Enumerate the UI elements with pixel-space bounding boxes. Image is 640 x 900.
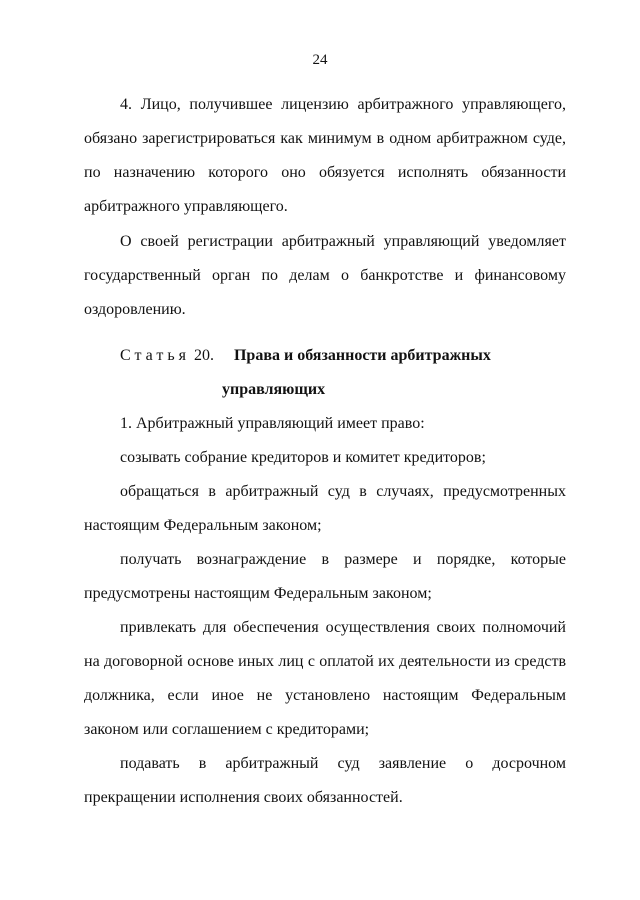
right-convene-creditors: созывать собрание кредиторов и комитет кредиторов; [120,449,486,466]
article-title-line-2: управляющих [222,381,326,398]
document-body [84,88,566,815]
right-engage-persons: привлекать для обеспечения осуществления своих полномочий на договорной основе иных лиц с оплатой их деятельности из средств должника, если иное не установлено настоящим Федеральным законом или соглашением с кредиторами; [84,619,566,738]
article-number: 20. [193,347,214,364]
page-number: 24 [312,52,328,68]
right-appeal-to-court: обращаться в арбитражный суд в случаях, предусмотренных настоящим Федеральным законом; [84,483,566,534]
article-label: Статья [120,347,190,364]
right-remuneration: получать вознаграждение в размере и порядке, которые предусмотрены настоящим Федеральным законом; [84,551,566,602]
list-intro: 1. Арбитражный управляющий имеет право: [120,415,425,432]
right-early-termination: подавать в арбитражный суд заявление о досрочном прекращении исполнения своих обязанностей. [84,755,566,806]
paragraph-license-registration: 4. Лицо, получившее лицензию арбитражного управляющего, обязано зарегистрироваться как минимум в одном арбитражном суде, по назначению которого оно обязуется исполнять обязанности арбитражного управляющего. [84,96,566,215]
article-title-line-1: Права и обязанности арбитражных [233,347,491,364]
article-heading [84,339,566,407]
paragraph-registration-notice: О своей регистрации арбитражный управляющий уведомляет государственный орган по делам о банкротстве и финансовому оздоровлению. [84,233,566,318]
